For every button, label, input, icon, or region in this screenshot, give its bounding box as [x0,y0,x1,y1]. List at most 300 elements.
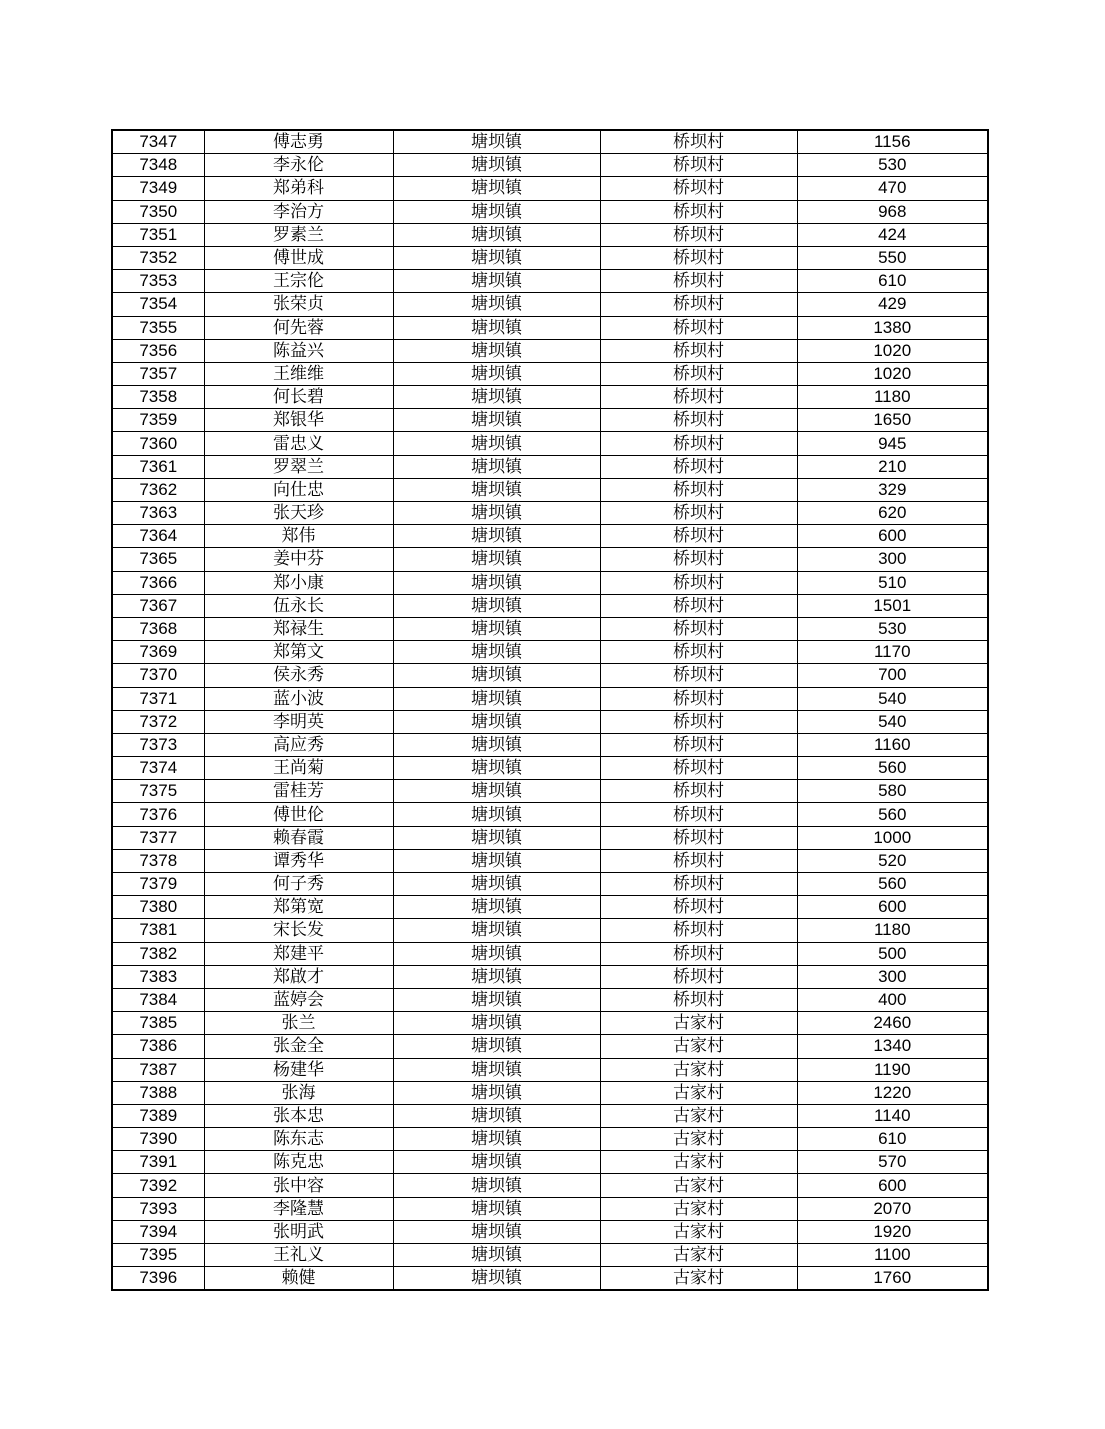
name-cell: 陈克忠 [204,1151,393,1174]
table-row [112,687,988,710]
town-cell: 塘坝镇 [393,270,600,293]
row-number-cell: 7369 [112,641,204,664]
village-cell: 古家村 [600,1035,797,1058]
village-cell: 桥坝村 [600,246,797,269]
table-row [112,919,988,942]
table-body [112,130,988,1290]
row-number-cell: 7377 [112,826,204,849]
village-cell: 桥坝村 [600,478,797,501]
row-number-cell: 7359 [112,409,204,432]
row-number-cell: 7381 [112,919,204,942]
village-cell: 桥坝村 [600,316,797,339]
amount-cell: 1760 [797,1267,988,1291]
row-number-cell: 7366 [112,571,204,594]
town-cell: 塘坝镇 [393,1012,600,1035]
amount-cell: 1340 [797,1035,988,1058]
row-number-cell: 7389 [112,1104,204,1127]
table-row [112,1197,988,1220]
table-row [112,988,988,1011]
town-cell: 塘坝镇 [393,409,600,432]
amount-cell: 1501 [797,594,988,617]
village-cell: 桥坝村 [600,548,797,571]
town-cell: 塘坝镇 [393,594,600,617]
table-row [112,1267,988,1291]
data-table [111,129,989,1291]
town-cell: 塘坝镇 [393,339,600,362]
amount-cell: 210 [797,455,988,478]
table-row [112,270,988,293]
amount-cell: 1650 [797,409,988,432]
row-number-cell: 7385 [112,1012,204,1035]
town-cell: 塘坝镇 [393,733,600,756]
amount-cell: 1020 [797,339,988,362]
table-row [112,316,988,339]
village-cell: 桥坝村 [600,502,797,525]
name-cell: 宋长发 [204,919,393,942]
amount-cell: 2070 [797,1197,988,1220]
table-row [112,246,988,269]
row-number-cell: 7361 [112,455,204,478]
village-cell: 桥坝村 [600,942,797,965]
amount-cell: 1000 [797,826,988,849]
table-row [112,1220,988,1243]
town-cell: 塘坝镇 [393,919,600,942]
town-cell: 塘坝镇 [393,687,600,710]
amount-cell: 530 [797,617,988,640]
table-row [112,571,988,594]
village-cell: 桥坝村 [600,664,797,687]
name-cell: 侯永秀 [204,664,393,687]
name-cell: 陈东志 [204,1128,393,1151]
village-cell: 桥坝村 [600,687,797,710]
village-cell: 古家村 [600,1058,797,1081]
name-cell: 何先蓉 [204,316,393,339]
row-number-cell: 7380 [112,896,204,919]
amount-cell: 1920 [797,1220,988,1243]
table-row [112,1035,988,1058]
name-cell: 蓝婷会 [204,988,393,1011]
village-cell: 桥坝村 [600,154,797,177]
row-number-cell: 7384 [112,988,204,1011]
town-cell: 塘坝镇 [393,988,600,1011]
amount-cell: 700 [797,664,988,687]
amount-cell: 520 [797,849,988,872]
name-cell: 伍永长 [204,594,393,617]
town-cell: 塘坝镇 [393,1104,600,1127]
village-cell: 古家村 [600,1174,797,1197]
table-row [112,200,988,223]
village-cell: 古家村 [600,1081,797,1104]
amount-cell: 510 [797,571,988,594]
name-cell: 蓝小波 [204,687,393,710]
row-number-cell: 7353 [112,270,204,293]
town-cell: 塘坝镇 [393,664,600,687]
row-number-cell: 7382 [112,942,204,965]
name-cell: 谭秀华 [204,849,393,872]
amount-cell: 1100 [797,1244,988,1267]
amount-cell: 329 [797,478,988,501]
town-cell: 塘坝镇 [393,293,600,316]
table-row [112,896,988,919]
amount-cell: 620 [797,502,988,525]
name-cell: 傅世伦 [204,803,393,826]
amount-cell: 560 [797,757,988,780]
village-cell: 古家村 [600,1220,797,1243]
amount-cell: 968 [797,200,988,223]
table-row [112,386,988,409]
village-cell: 古家村 [600,1128,797,1151]
row-number-cell: 7352 [112,246,204,269]
amount-cell: 1160 [797,733,988,756]
table-row [112,525,988,548]
row-number-cell: 7396 [112,1267,204,1291]
row-number-cell: 7360 [112,432,204,455]
village-cell: 桥坝村 [600,780,797,803]
row-number-cell: 7349 [112,177,204,200]
table-row [112,873,988,896]
amount-cell: 1180 [797,919,988,942]
row-number-cell: 7374 [112,757,204,780]
table-row [112,757,988,780]
table-row [112,177,988,200]
row-number-cell: 7354 [112,293,204,316]
table-row [112,548,988,571]
name-cell: 张荣贞 [204,293,393,316]
amount-cell: 600 [797,896,988,919]
village-cell: 桥坝村 [600,130,797,154]
town-cell: 塘坝镇 [393,548,600,571]
amount-cell: 1220 [797,1081,988,1104]
table-row [112,1058,988,1081]
amount-cell: 1140 [797,1104,988,1127]
row-number-cell: 7365 [112,548,204,571]
name-cell: 姜中芬 [204,548,393,571]
town-cell: 塘坝镇 [393,386,600,409]
name-cell: 高应秀 [204,733,393,756]
table-row [112,1012,988,1035]
village-cell: 桥坝村 [600,710,797,733]
table-row [112,1128,988,1151]
village-cell: 桥坝村 [600,617,797,640]
town-cell: 塘坝镇 [393,1220,600,1243]
town-cell: 塘坝镇 [393,362,600,385]
village-cell: 桥坝村 [600,362,797,385]
town-cell: 塘坝镇 [393,965,600,988]
village-cell: 桥坝村 [600,919,797,942]
town-cell: 塘坝镇 [393,571,600,594]
name-cell: 郑伟 [204,525,393,548]
row-number-cell: 7383 [112,965,204,988]
village-cell: 桥坝村 [600,200,797,223]
table-row [112,664,988,687]
amount-cell: 530 [797,154,988,177]
name-cell: 王宗伦 [204,270,393,293]
village-cell: 桥坝村 [600,223,797,246]
name-cell: 何子秀 [204,873,393,896]
amount-cell: 470 [797,177,988,200]
village-cell: 桥坝村 [600,432,797,455]
village-cell: 桥坝村 [600,803,797,826]
row-number-cell: 7357 [112,362,204,385]
row-number-cell: 7363 [112,502,204,525]
table-row [112,1081,988,1104]
table-row [112,455,988,478]
name-cell: 赖健 [204,1267,393,1291]
table-row [112,826,988,849]
amount-cell: 429 [797,293,988,316]
village-cell: 古家村 [600,1012,797,1035]
row-number-cell: 7386 [112,1035,204,1058]
table-row [112,1151,988,1174]
town-cell: 塘坝镇 [393,1128,600,1151]
village-cell: 桥坝村 [600,409,797,432]
village-cell: 古家村 [600,1267,797,1291]
amount-cell: 1190 [797,1058,988,1081]
table-row [112,223,988,246]
amount-cell: 570 [797,1151,988,1174]
town-cell: 塘坝镇 [393,502,600,525]
table-row [112,849,988,872]
name-cell: 王礼义 [204,1244,393,1267]
table-row [112,1104,988,1127]
name-cell: 张本忠 [204,1104,393,1127]
name-cell: 张中容 [204,1174,393,1197]
row-number-cell: 7391 [112,1151,204,1174]
town-cell: 塘坝镇 [393,1151,600,1174]
amount-cell: 560 [797,873,988,896]
village-cell: 古家村 [600,1244,797,1267]
village-cell: 桥坝村 [600,733,797,756]
table-row [112,293,988,316]
name-cell: 郑啟才 [204,965,393,988]
amount-cell: 400 [797,988,988,1011]
village-cell: 桥坝村 [600,641,797,664]
village-cell: 桥坝村 [600,896,797,919]
row-number-cell: 7348 [112,154,204,177]
town-cell: 塘坝镇 [393,154,600,177]
village-cell: 古家村 [600,1197,797,1220]
name-cell: 杨建华 [204,1058,393,1081]
name-cell: 李永伦 [204,154,393,177]
village-cell: 桥坝村 [600,594,797,617]
amount-cell: 1020 [797,362,988,385]
village-cell: 桥坝村 [600,293,797,316]
row-number-cell: 7387 [112,1058,204,1081]
amount-cell: 1180 [797,386,988,409]
name-cell: 陈益兴 [204,339,393,362]
name-cell: 张明武 [204,1220,393,1243]
amount-cell: 600 [797,525,988,548]
row-number-cell: 7358 [112,386,204,409]
table-row [112,733,988,756]
village-cell: 桥坝村 [600,339,797,362]
name-cell: 王尚菊 [204,757,393,780]
amount-cell: 610 [797,270,988,293]
town-cell: 塘坝镇 [393,803,600,826]
name-cell: 张海 [204,1081,393,1104]
name-cell: 郑弟科 [204,177,393,200]
village-cell: 桥坝村 [600,525,797,548]
town-cell: 塘坝镇 [393,942,600,965]
town-cell: 塘坝镇 [393,1244,600,1267]
row-number-cell: 7372 [112,710,204,733]
row-number-cell: 7376 [112,803,204,826]
amount-cell: 600 [797,1174,988,1197]
row-number-cell: 7356 [112,339,204,362]
town-cell: 塘坝镇 [393,525,600,548]
town-cell: 塘坝镇 [393,780,600,803]
amount-cell: 300 [797,548,988,571]
name-cell: 张兰 [204,1012,393,1035]
village-cell: 桥坝村 [600,571,797,594]
name-cell: 王维维 [204,362,393,385]
town-cell: 塘坝镇 [393,246,600,269]
name-cell: 郑小康 [204,571,393,594]
table-row [112,130,988,154]
village-cell: 桥坝村 [600,873,797,896]
town-cell: 塘坝镇 [393,641,600,664]
village-cell: 桥坝村 [600,965,797,988]
village-cell: 桥坝村 [600,988,797,1011]
name-cell: 郑禄生 [204,617,393,640]
name-cell: 李治方 [204,200,393,223]
table-row [112,942,988,965]
table-row [112,432,988,455]
name-cell: 何长碧 [204,386,393,409]
row-number-cell: 7347 [112,130,204,154]
name-cell: 雷忠义 [204,432,393,455]
town-cell: 塘坝镇 [393,1174,600,1197]
village-cell: 桥坝村 [600,455,797,478]
table-row [112,803,988,826]
name-cell: 赖春霞 [204,826,393,849]
amount-cell: 2460 [797,1012,988,1035]
town-cell: 塘坝镇 [393,478,600,501]
row-number-cell: 7394 [112,1220,204,1243]
name-cell: 傅志勇 [204,130,393,154]
table-row [112,1244,988,1267]
town-cell: 塘坝镇 [393,617,600,640]
town-cell: 塘坝镇 [393,177,600,200]
name-cell: 傅世成 [204,246,393,269]
village-cell: 桥坝村 [600,386,797,409]
amount-cell: 500 [797,942,988,965]
table-row [112,154,988,177]
table-row [112,617,988,640]
row-number-cell: 7364 [112,525,204,548]
town-cell: 塘坝镇 [393,849,600,872]
row-number-cell: 7370 [112,664,204,687]
row-number-cell: 7362 [112,478,204,501]
town-cell: 塘坝镇 [393,130,600,154]
town-cell: 塘坝镇 [393,1058,600,1081]
row-number-cell: 7379 [112,873,204,896]
amount-cell: 540 [797,710,988,733]
row-number-cell: 7373 [112,733,204,756]
row-number-cell: 7368 [112,617,204,640]
amount-cell: 580 [797,780,988,803]
village-cell: 桥坝村 [600,270,797,293]
row-number-cell: 7393 [112,1197,204,1220]
table-row [112,965,988,988]
amount-cell: 610 [797,1128,988,1151]
amount-cell: 560 [797,803,988,826]
town-cell: 塘坝镇 [393,1035,600,1058]
name-cell: 张天珍 [204,502,393,525]
table-row [112,502,988,525]
row-number-cell: 7367 [112,594,204,617]
name-cell: 雷桂芳 [204,780,393,803]
row-number-cell: 7355 [112,316,204,339]
town-cell: 塘坝镇 [393,432,600,455]
amount-cell: 540 [797,687,988,710]
village-cell: 桥坝村 [600,849,797,872]
table-row [112,1174,988,1197]
name-cell: 郑第文 [204,641,393,664]
amount-cell: 1170 [797,641,988,664]
row-number-cell: 7375 [112,780,204,803]
town-cell: 塘坝镇 [393,223,600,246]
town-cell: 塘坝镇 [393,1267,600,1291]
town-cell: 塘坝镇 [393,757,600,780]
village-cell: 桥坝村 [600,177,797,200]
table-row [112,409,988,432]
village-cell: 古家村 [600,1151,797,1174]
name-cell: 李明英 [204,710,393,733]
name-cell: 李隆慧 [204,1197,393,1220]
town-cell: 塘坝镇 [393,316,600,339]
amount-cell: 300 [797,965,988,988]
name-cell: 郑建平 [204,942,393,965]
row-number-cell: 7378 [112,849,204,872]
row-number-cell: 7371 [112,687,204,710]
village-cell: 桥坝村 [600,826,797,849]
table-row [112,478,988,501]
amount-cell: 424 [797,223,988,246]
town-cell: 塘坝镇 [393,1081,600,1104]
table-row [112,710,988,733]
name-cell: 罗翠兰 [204,455,393,478]
town-cell: 塘坝镇 [393,873,600,896]
village-cell: 桥坝村 [600,757,797,780]
town-cell: 塘坝镇 [393,826,600,849]
amount-cell: 945 [797,432,988,455]
row-number-cell: 7351 [112,223,204,246]
table-row [112,339,988,362]
table-row [112,594,988,617]
table-row [112,362,988,385]
town-cell: 塘坝镇 [393,200,600,223]
town-cell: 塘坝镇 [393,896,600,919]
row-number-cell: 7388 [112,1081,204,1104]
row-number-cell: 7395 [112,1244,204,1267]
name-cell: 张金全 [204,1035,393,1058]
amount-cell: 550 [797,246,988,269]
amount-cell: 1380 [797,316,988,339]
row-number-cell: 7392 [112,1174,204,1197]
name-cell: 罗素兰 [204,223,393,246]
name-cell: 向仕忠 [204,478,393,501]
name-cell: 郑银华 [204,409,393,432]
town-cell: 塘坝镇 [393,455,600,478]
row-number-cell: 7350 [112,200,204,223]
town-cell: 塘坝镇 [393,710,600,733]
amount-cell: 1156 [797,130,988,154]
table-row [112,641,988,664]
town-cell: 塘坝镇 [393,1197,600,1220]
name-cell: 郑第宽 [204,896,393,919]
village-cell: 古家村 [600,1104,797,1127]
